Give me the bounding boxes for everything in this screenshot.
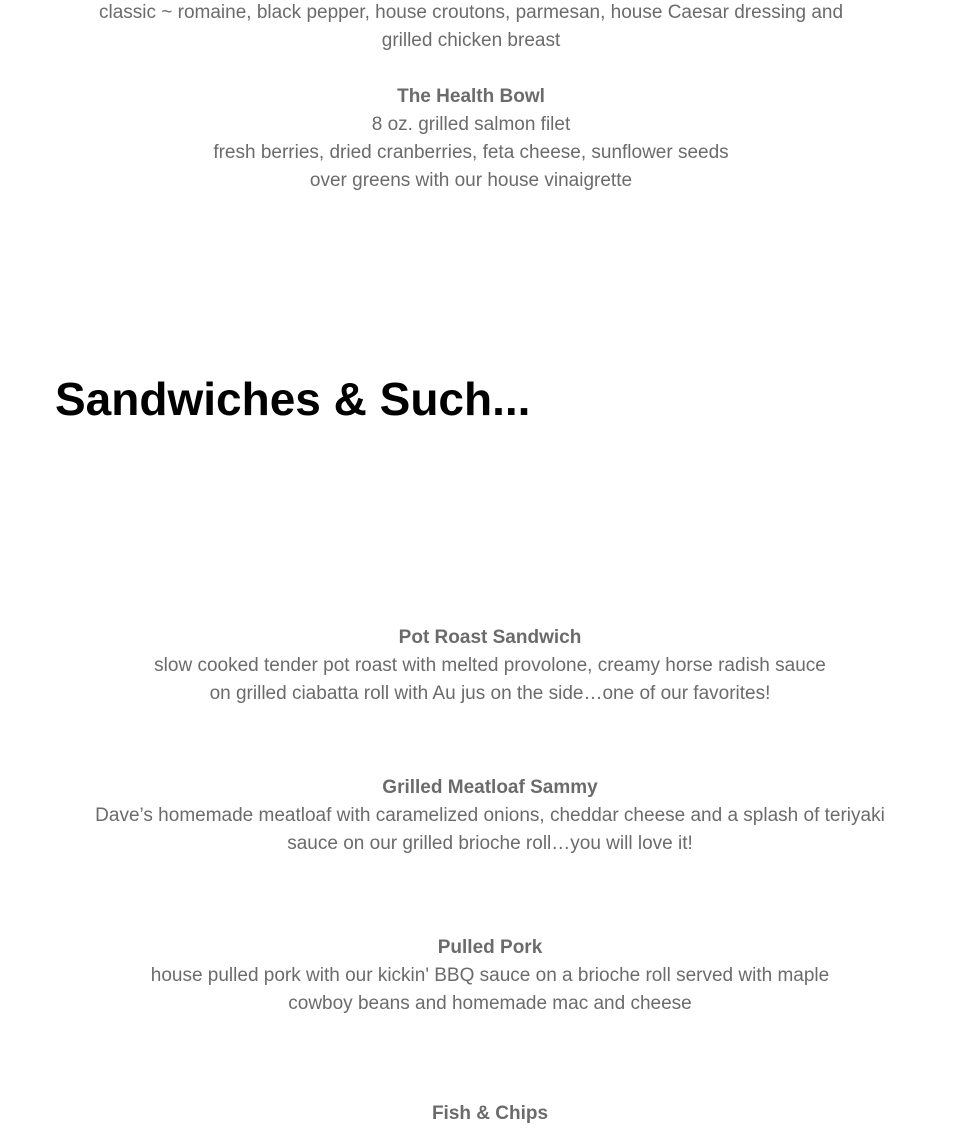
pulled-pork-line-2: cowboy beans and homemade mac and cheese [288, 993, 692, 1014]
health-bowl-line-3: over greens with our house vinaigrette [309, 170, 633, 191]
meatloaf-line-1: Dave’s homemade meatloaf with caramelized onions, cheddar cheese and a splash of teriyaki [95, 805, 885, 826]
pot-roast-line-2: on grilled ciabatta roll with Au jus on the side…one of our favorites! [209, 683, 771, 704]
pot-roast-line-1: slow cooked tender pot roast with melted provolone, creamy horse radish sauce [154, 655, 826, 676]
section-heading-sandwiches: Sandwiches & Such... [55, 373, 531, 425]
meatloaf-title: Grilled Meatloaf Sammy [382, 777, 598, 798]
fish-chips-title: Fish & Chips [431, 1103, 549, 1124]
meatloaf-line-2: sauce on our grilled brioche roll…you will love it! [287, 833, 693, 854]
health-bowl-line-2: fresh berries, dried cranberries, feta cheese, sunflower seeds [213, 142, 729, 163]
caesar-description-line-1: classic ~ romaine, black pepper, house croutons, parmesan, house Caesar dressing and [98, 2, 844, 23]
pulled-pork-line-1: house pulled pork with our kickin' BBQ sauce on a brioche roll served with maple [150, 965, 830, 986]
pulled-pork-title: Pulled Pork [437, 937, 543, 958]
health-bowl-line-1: 8 oz. grilled salmon filet [371, 114, 571, 135]
caesar-description-line-2: grilled chicken breast [381, 30, 561, 51]
health-bowl-title: The Health Bowl [397, 86, 545, 107]
pot-roast-title: Pot Roast Sandwich [398, 627, 582, 648]
